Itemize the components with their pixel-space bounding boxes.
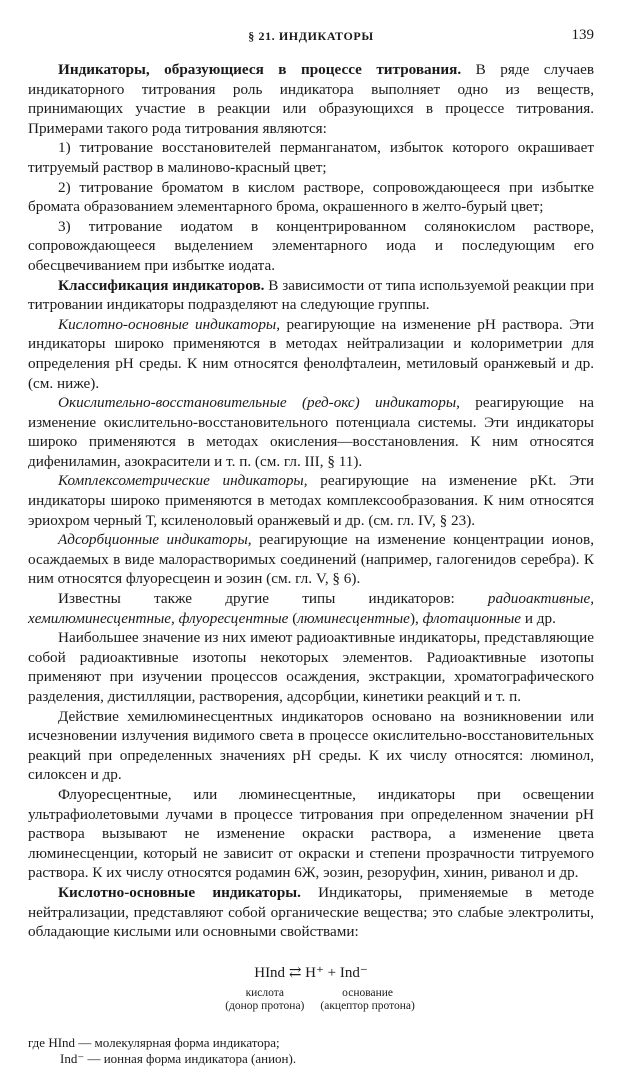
list-item: 2) титрование броматом в кислом растворе, сопровождающееся при избытке бромата образованием элементарного брома, окрашенного в желто-бурый цвет; xyxy=(28,178,594,216)
body-text xyxy=(28,60,594,1067)
definition-ionic: Ind⁻ — ионная форма индикатора (анион). xyxy=(60,1051,297,1067)
paragraph-chemiluminescent: Действие хемилюминесцентных индикаторов основано на возникновении или исчезновении излучения видимого света в процессе окислительно-восстановительных реакций при определенных значениях pH среды. К их числу относятся: люминол, силоксен и др. xyxy=(28,707,594,784)
label-acid: кислота (донор протона) xyxy=(225,987,305,1013)
paragraph-complexometric: Комплексометрические индикаторы, реагирующие на изменение pKt. Эти индикаторы широко применяются в методах комплексообразования. К ним относятся эриохром черный Т, ксиленоловый оранжевый и др. (см. гл. IV, § 23). xyxy=(28,472,594,529)
equation-labels xyxy=(46,987,594,1013)
page-number: 139 xyxy=(571,27,594,43)
paragraph-acid-base-section: Кислотно-основные индикаторы. Индикаторы, применяемые в методе нейтрализации, представляют собой органические вещества; это слабые электролиты, обладающие кислыми или основными свойствами: xyxy=(28,883,594,941)
paragraph-redox: Окислительно-восстановительные (ред-окс) индикаторы, реагирующие на изменение окислительно-восстановительного потенциала системы. Эти индикаторы широко применяются в методах окисления—восстановления. К ним относятся дифениламин, азокрасители и т. п. (см. гл. III, § 11). xyxy=(28,394,594,470)
paragraph-adsorption: Адсорбционные индикаторы, реагирующие на изменение концентрации ионов, осаждаемых в виде малорастворимых соединений (например, галогенидов серебра). К ним относятся флуоресцеин и эозин (см. гл. V, § 6). xyxy=(28,531,594,588)
paragraph-other-types: Известны также другие типы индикаторов: радиоактивные, хемилюминесцентные, флуоресцентные (люминесцентные), флотационные и др. xyxy=(28,590,594,627)
definitions xyxy=(28,1035,594,1067)
list-item: 1) титрование восстановителей перманганатом, избыток которого окрашивает титруемый раствор в малиново-красный цвет; xyxy=(28,139,594,176)
paragraph-acid-base: Кислотно-основные индикаторы, реагирующие на изменение pH раствора. Эти индикаторы широко применяются в методах нейтрализации и колориметрии для определения pH среды. К ним относятся фенолфталеин, метиловый оранжевый и др. (см. ниже). xyxy=(28,315,594,392)
paragraph-classification: Классификация индикаторов. В зависимости от типа используемой реакции при титровании индикаторы подразделяют на следующие группы. xyxy=(28,276,594,314)
label-base: основание (акцептор протона) xyxy=(320,987,415,1013)
heading-titration-indicators: Индикаторы, образующиеся в процессе титрования. xyxy=(58,61,462,78)
running-header: § 21. ИНДИКАТОРЫ xyxy=(248,29,374,43)
equilibrium-arrow-icon: ⇄ xyxy=(288,964,302,981)
heading-classification: Классификация индикаторов. xyxy=(58,276,265,294)
equilibrium-equation: HInd ⇄ H⁺ + Ind⁻ xyxy=(254,964,368,981)
heading-acid-base: Кислотно-основные индикаторы. xyxy=(58,883,301,901)
definition-molecular: где HInd — молекулярная форма индикатора; xyxy=(28,1035,280,1051)
paragraph-fluorescent: Флуоресцентные, или люминесцентные, индикаторы при освещении ультрафиолетовыми лучами в процессе титрования при определенном значении pH раствора вызывают не изменение окраски раствора, а изменение цвета люминесценции, который не зависит от окраски и степени прозрачности титруемого раствора. К их числу относятся родамин 6Ж, эозин, резоруфин, хинин, риванол и др. xyxy=(28,785,594,882)
list-item: 3) титрование иодатом в концентрированном солянокислом растворе, сопровождающееся выделением элементарного иода и последующим его обесцвечиванием при избытке иодата. xyxy=(28,217,594,274)
paragraph-titration-indicators: Индикаторы, образующиеся в процессе титрования. В ряде случаев индикаторного титрования роль индикатора выполняет одно из веществ, принимающих участие в реакции или образующихся в процессе титрования. Примерами такого рода титрования являются: xyxy=(28,61,594,137)
paragraph-radioactive: Наибольшее значение из них имеют радиоактивные индикаторы, представляющие собой радиоактивные изотопы некоторых элементов. Радиоактивные изотопы применяют при изучении процессов осаждения, экстракции, хроматографического разделения, дистилляции, растворения, адсорбции, кинетики реакций и т. п. xyxy=(28,629,594,705)
